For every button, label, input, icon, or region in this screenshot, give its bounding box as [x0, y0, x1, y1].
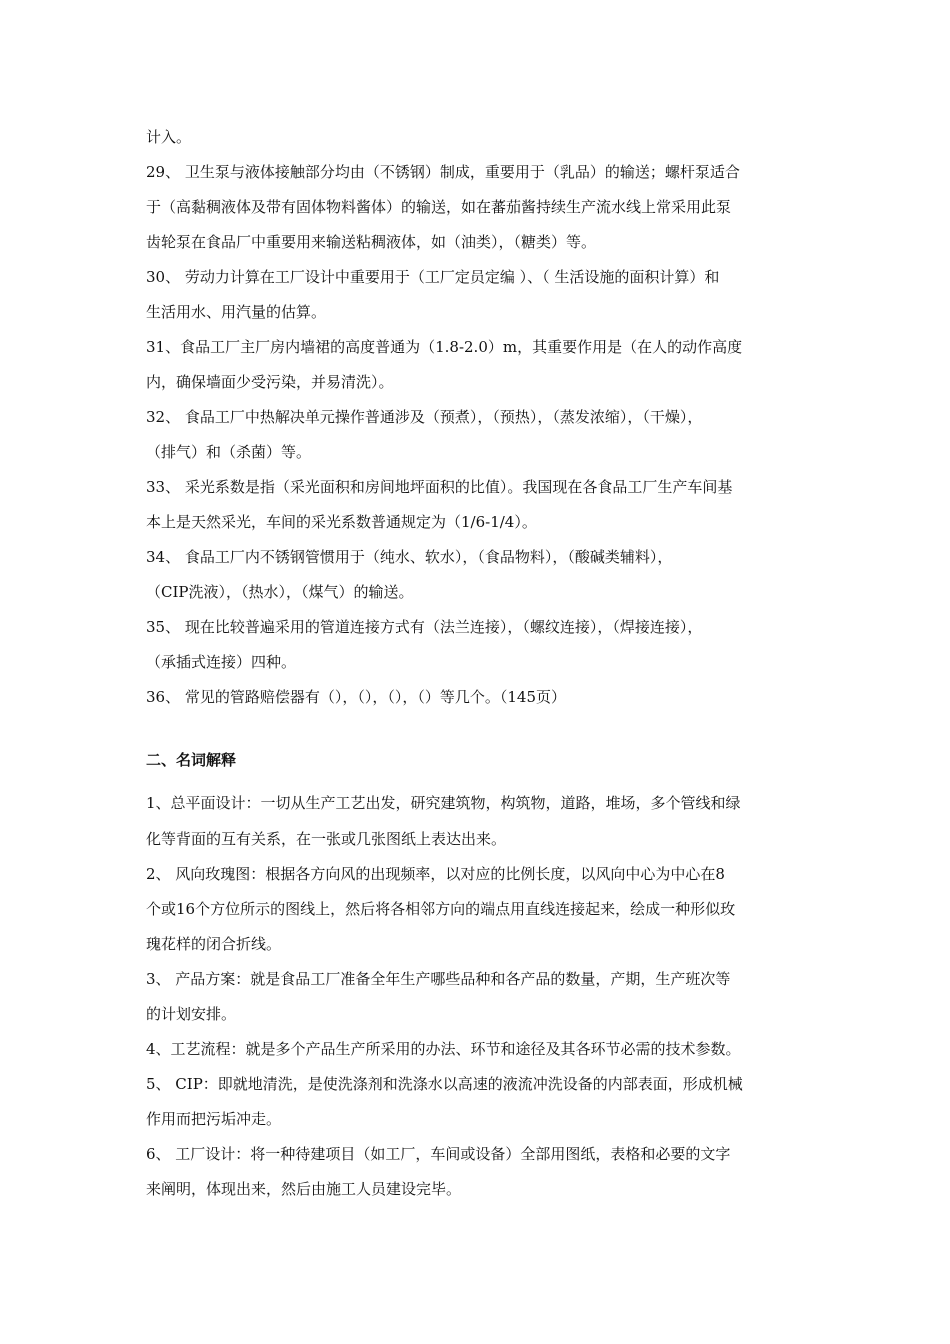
- text-line: 36、 常见的管路赔偿器有（），（），（），（）等几个。（145页）: [146, 688, 566, 706]
- definition-line: 6、 工厂设计：将一种待建项目（如工厂，车间或设备）全部用图纸，表格和必要的文字: [146, 1145, 731, 1163]
- text-line: 于（高黏稠液体及带有固体物料酱体）的输送，如在蕃茄酱持续生产流水线上常采用此泵: [146, 198, 732, 216]
- definition-line: 1、总平面设计：一切从生产工艺出发，研究建筑物，构筑物，道路，堆场，多个管线和绿: [146, 794, 741, 812]
- text-line: 生活用水、用汽量的估算。: [146, 303, 327, 321]
- text-line: （排气）和（杀菌）等。: [146, 443, 312, 461]
- definition-line: 化等背面的互有关系，在一张或几张图纸上表达出来。: [146, 830, 507, 848]
- definition-line: 来阐明，体现出来，然后由施工人员建设完毕。: [146, 1180, 462, 1198]
- text-line: 本上是天然采光，车间的采光系数普通规定为（1/6-1/4）。: [146, 513, 537, 531]
- text-line: 30、 劳动力计算在工厂设计中重要用于（工厂定员定编 ）、（ 生活设施的面积计算）和: [146, 268, 720, 286]
- definition-line: 3、 产品方案：就是食品工厂准备全年生产哪些品种和各产品的数量，产期，生产班次等: [146, 970, 731, 988]
- text-line: 33、 采光系数是指（采光面积和房间地坪面积的比值）。我国现在各食品工厂生产车间基: [146, 478, 733, 496]
- section-heading: 二、名词解释: [146, 751, 237, 769]
- definition-line: 2、 风向玫瑰图：根据各方向风的出现频率，以对应的比例长度，以风向中心为中心在8: [146, 865, 725, 883]
- text-line: 31、食品工厂主厂房内墙裙的高度普通为（1.8-2.0）m，其重要作用是（在人的动作高度: [146, 338, 743, 356]
- text-line: 32、 食品工厂中热解决单元操作普通涉及（预煮），（预热），（蒸发浓缩），（干燥），: [146, 408, 703, 426]
- definition-line: 4、工艺流程：就是多个产品生产所采用的办法、环节和途径及其各环节必需的技术参数。: [146, 1040, 741, 1058]
- text-line: 计入。: [146, 128, 192, 146]
- text-line: （CIP洗液），（热水），（煤气）的输送。: [146, 583, 414, 601]
- text-line: 29、 卫生泵与液体接触部分均由（不锈钢）制成，重要用于（乳品）的输送；螺杆泵适合: [146, 163, 740, 181]
- text-line: 34、 食品工厂内不锈钢管惯用于（纯水、软水），（食品物料），（酸碱类辅料），: [146, 548, 673, 566]
- definition-line: 5、 CIP：即就地清洗，是使洗涤剂和洗涤水以高速的液流冲洗设备的内部表面，形成机械: [146, 1075, 743, 1093]
- definition-line: 作用而把污垢冲走。: [146, 1110, 282, 1128]
- text-line: 内，确保墙面少受污染，并易清洗）。: [146, 373, 394, 391]
- text-line: 35、 现在比较普遍采用的管道连接方式有（法兰连接），（螺纹连接），（焊接连接），: [146, 618, 703, 636]
- definition-line: 的计划安排。: [146, 1005, 237, 1023]
- text-line: （承插式连接）四种。: [146, 653, 297, 671]
- definition-line: 个或16个方位所示的图线上，然后将各相邻方向的端点用直线连接起来，绘成一种形似玫: [146, 900, 736, 918]
- definition-line: 瑰花样的闭合折线。: [146, 935, 282, 953]
- text-line: 齿轮泵在食品厂中重要用来输送粘稠液体，如（油类），（糖类）等。: [146, 233, 597, 251]
